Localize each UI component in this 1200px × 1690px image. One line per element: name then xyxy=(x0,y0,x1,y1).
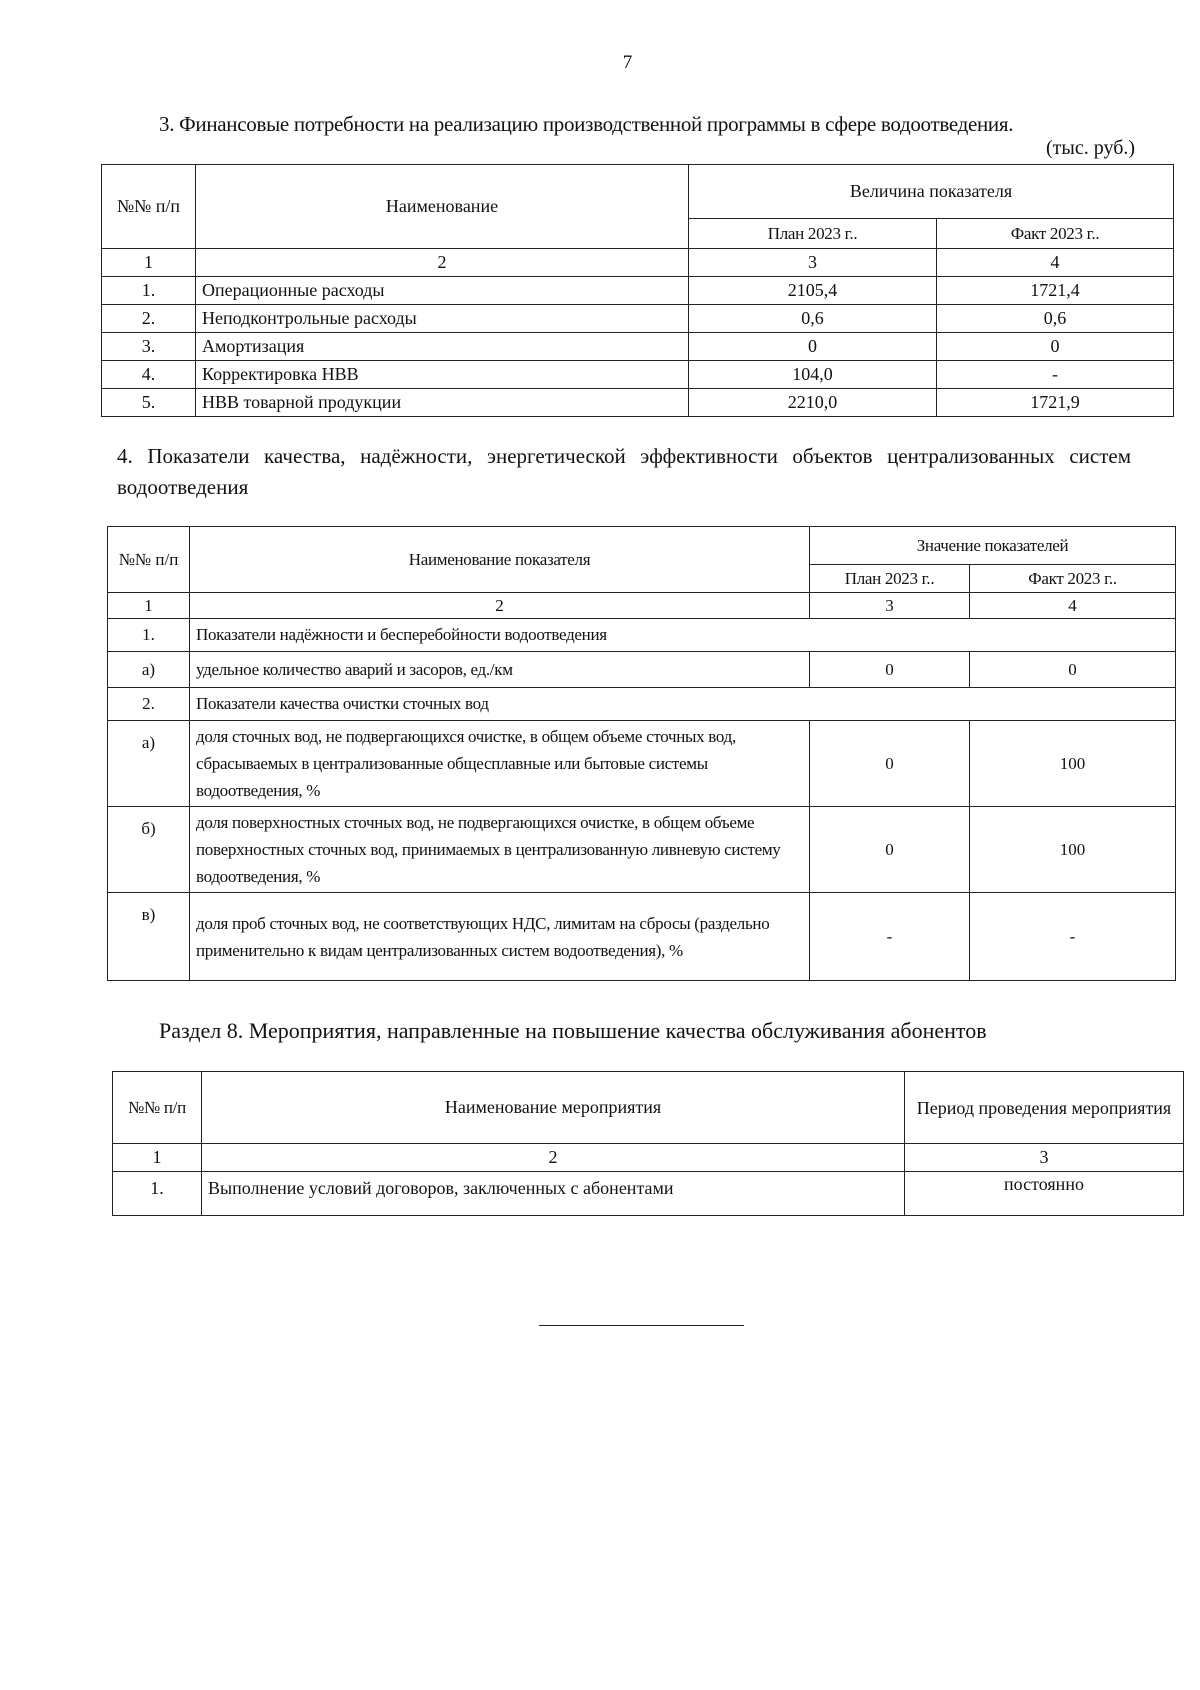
row-plan: 0 xyxy=(689,333,937,361)
header-name: Наименование мероприятия xyxy=(202,1072,905,1144)
header-name: Наименование xyxy=(196,165,689,249)
row-plan: 0,6 xyxy=(689,305,937,333)
col-number: 3 xyxy=(689,249,937,277)
section3-title: 3. Финансовые потребности на реализацию производственной программы в сфере водоотведения. xyxy=(159,112,1014,136)
section8-title: Раздел 8. Мероприятия, направленные на повышение качества обслуживания абонентов xyxy=(159,1018,987,1043)
section3-unit: (тыс. руб.) xyxy=(1046,137,1136,159)
row-num: 2. xyxy=(102,305,196,333)
table-row xyxy=(102,305,1174,333)
closing-rule-line xyxy=(539,1325,744,1326)
group-name: Показатели качества очистки сточных вод xyxy=(190,688,1176,721)
header-name: Наименование показателя xyxy=(190,527,810,593)
row-fact: - xyxy=(937,361,1174,389)
row-name: доля проб сточных вод, не соответствующих НДС, лимитам на сбросы (раздельно применительно к видам централизованных систем водоотведения), % xyxy=(190,893,810,981)
row-name: Амортизация xyxy=(196,333,689,361)
table-row xyxy=(102,361,1174,389)
section4-title: 4. Показатели качества, надёжности, энергетической эффективности объектов централизованных систем водоотведения xyxy=(117,444,1131,499)
row-name: доля поверхностных сточных вод, не подвергающихся очистке, в общем объеме поверхностных сточных вод, принимаемых в централизованную ливневую систему водоотведения, % xyxy=(190,807,810,893)
group-name: Показатели надёжности и бесперебойности водоотведения xyxy=(190,619,1176,652)
row-fact: - xyxy=(970,893,1176,981)
quality-indicators-table xyxy=(107,526,1176,981)
col-number: 1 xyxy=(113,1144,202,1172)
row-fact: 1721,9 xyxy=(937,389,1174,417)
col-number: 1 xyxy=(108,593,190,619)
financial-needs-table xyxy=(101,164,1174,417)
row-num: а) xyxy=(108,721,190,807)
table-row xyxy=(108,688,1176,721)
table-row xyxy=(113,1172,1184,1216)
col-number: 2 xyxy=(202,1144,905,1172)
row-num: 4. xyxy=(102,361,196,389)
row-plan: 0 xyxy=(810,652,970,688)
col-number: 4 xyxy=(970,593,1176,619)
row-plan: - xyxy=(810,893,970,981)
row-num: 5. xyxy=(102,389,196,417)
row-name: Выполнение условий договоров, заключенных с абонентами xyxy=(202,1172,905,1216)
table-row xyxy=(108,893,1176,981)
row-num: 1. xyxy=(102,277,196,305)
page-number: 7 xyxy=(622,52,633,73)
row-fact: 0 xyxy=(937,333,1174,361)
col-number: 2 xyxy=(190,593,810,619)
row-fact: 0,6 xyxy=(937,305,1174,333)
row-name: Корректировка НВВ xyxy=(196,361,689,389)
table-row xyxy=(102,389,1174,417)
row-plan: 104,0 xyxy=(689,361,937,389)
header-num: №№ п/п xyxy=(113,1072,202,1144)
row-name: удельное количество аварий и засоров, ед./км xyxy=(190,652,810,688)
table-row xyxy=(108,807,1176,893)
row-name: Операционные расходы xyxy=(196,277,689,305)
row-num: а) xyxy=(108,652,190,688)
row-fact: 0 xyxy=(970,652,1176,688)
row-num: 1. xyxy=(113,1172,202,1216)
header-period: Период проведения мероприятия xyxy=(905,1072,1184,1144)
row-period: постоянно xyxy=(905,1172,1184,1216)
header-plan: План 2023 г.. xyxy=(810,565,970,593)
header-value-group: Значение показателей xyxy=(810,527,1176,565)
col-number: 3 xyxy=(810,593,970,619)
row-fact: 1721,4 xyxy=(937,277,1174,305)
row-name: Неподконтрольные расходы xyxy=(196,305,689,333)
col-number: 4 xyxy=(937,249,1174,277)
row-plan: 0 xyxy=(810,721,970,807)
row-plan: 2105,4 xyxy=(689,277,937,305)
table-row xyxy=(108,721,1176,807)
header-fact: Факт 2023 г.. xyxy=(937,219,1174,249)
row-num: 3. xyxy=(102,333,196,361)
table-row xyxy=(108,619,1176,652)
col-number: 2 xyxy=(196,249,689,277)
row-plan: 0 xyxy=(810,807,970,893)
header-num: №№ п/п xyxy=(108,527,190,593)
col-number: 3 xyxy=(905,1144,1184,1172)
row-fact: 100 xyxy=(970,721,1176,807)
service-measures-table xyxy=(112,1071,1184,1216)
header-fact: Факт 2023 г.. xyxy=(970,565,1176,593)
row-name: НВВ товарной продукции xyxy=(196,389,689,417)
row-fact: 100 xyxy=(970,807,1176,893)
row-num: б) xyxy=(108,807,190,893)
group-num: 2. xyxy=(108,688,190,721)
row-num: в) xyxy=(108,893,190,981)
row-name: доля сточных вод, не подвергающихся очистке, в общем объеме сточных вод, сбрасываемых в централизованные общесплавные или бытовые системы водоотведения, % xyxy=(190,721,810,807)
group-num: 1. xyxy=(108,619,190,652)
table-row xyxy=(102,277,1174,305)
header-plan: План 2023 г.. xyxy=(689,219,937,249)
row-plan: 2210,0 xyxy=(689,389,937,417)
col-number: 1 xyxy=(102,249,196,277)
header-num: №№ п/п xyxy=(102,165,196,249)
table-row xyxy=(108,652,1176,688)
header-value-group: Величина показателя xyxy=(689,165,1174,219)
table-row xyxy=(102,333,1174,361)
